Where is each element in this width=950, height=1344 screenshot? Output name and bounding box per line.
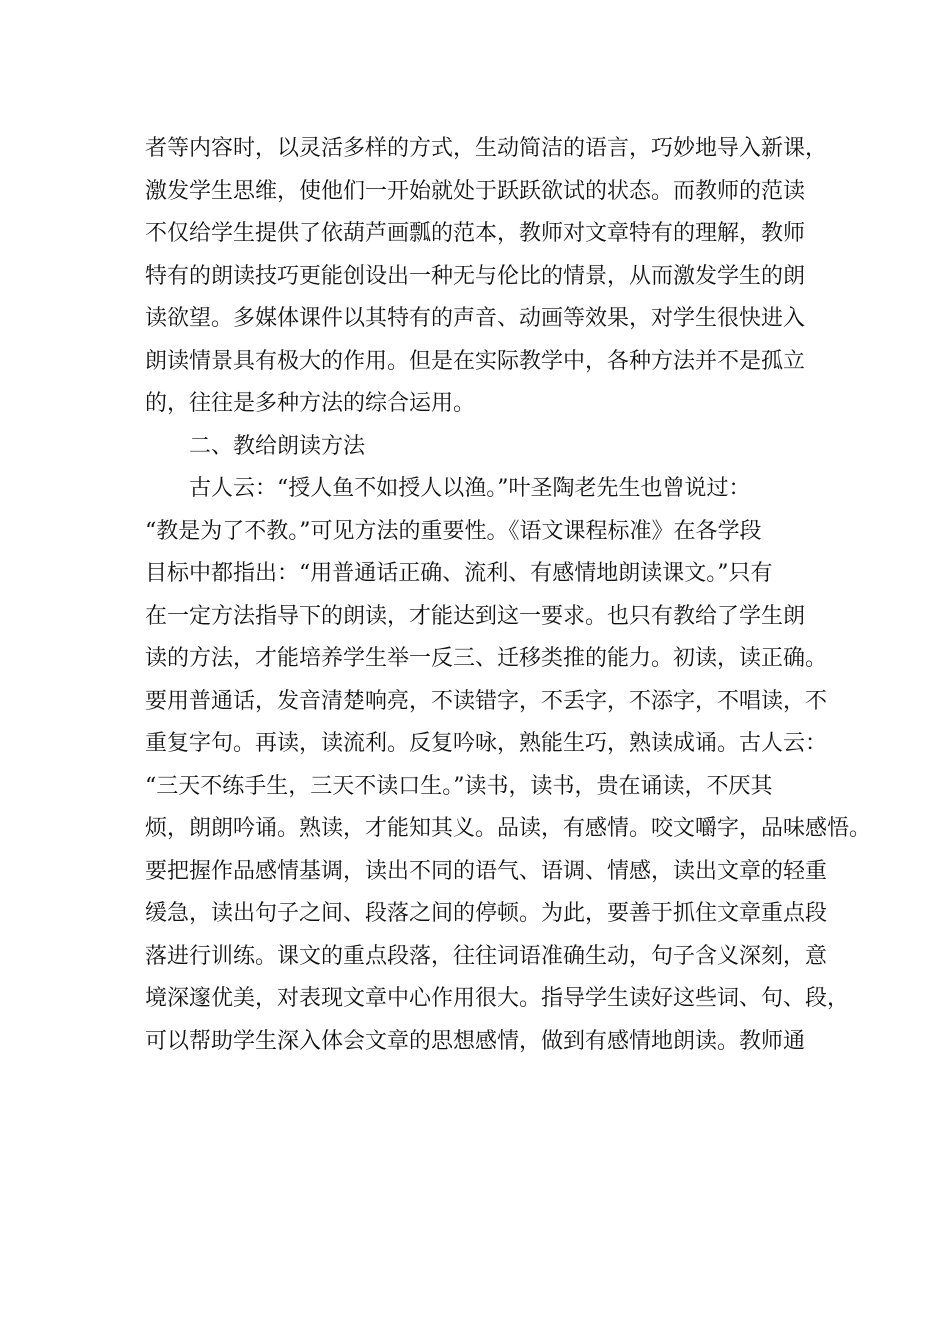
text-line: 要把握作品感情基调，读出不同的语气、语调、情感，读出文章的轻重 bbox=[145, 858, 828, 884]
text-line: 读的方法，才能培养学生举一反三、迁移类推的能力。初读，读正确。 bbox=[145, 646, 828, 671]
text-line: 者等内容时，以灵活多样的方式，生动简洁的语言，巧妙地导入新课， bbox=[145, 136, 828, 161]
text-line: 朗读情景具有极大的作用。但是在实际教学中，各种方法并不是孤立 bbox=[145, 348, 806, 374]
document-body bbox=[145, 128, 872, 1063]
text-line: 在一定方法指导下的朗读，才能达到这一要求。也只有教给了学生朗 bbox=[145, 603, 806, 629]
text-line: “三天不练手生，三天不读口生。”读书，读书，贵在诵读，不厌其 bbox=[145, 773, 773, 799]
text-line: 特有的朗读技巧更能创设出一种无与伦比的情景，从而激发学生的朗 bbox=[145, 263, 806, 289]
text-line: 二、教给朗读方法 bbox=[189, 433, 366, 459]
text-line: 读欲望。多媒体课件以其特有的声音、动画等效果，对学生很快进入 bbox=[145, 306, 806, 331]
text-line: 不仅给学生提供了依葫芦画瓢的范本，教师对文章特有的理解，教师 bbox=[145, 221, 806, 246]
text-line: 缓急，读出句子之间、段落之间的停顿。为此，要善于抓住文章重点段 bbox=[145, 901, 828, 926]
text-line: 烦，朗朗吟诵。熟读，才能知其义。品读，有感情。咬文嚼字，品味感悟。 bbox=[145, 816, 872, 841]
text-line: 可以帮助学生深入体会文章的思想感情，做到有感情地朗读。教师通 bbox=[145, 1028, 806, 1054]
text-line: 重复字句。再读，读流利。反复吟咏，熟能生巧，熟读成诵。古人云： bbox=[145, 731, 828, 756]
text-line: 激发学生思维，使他们一开始就处于跃跃欲试的状态。而教师的范读 bbox=[145, 178, 806, 204]
text-line: 古人云：“授人鱼不如授人以渔。”叶圣陶老先生也曾说过： bbox=[189, 476, 751, 501]
text-line: 落进行训练。课文的重点段落，往往词语准确生动，句子含义深刻，意 bbox=[145, 943, 828, 969]
text-line: 要用普通话，发音清楚响亮，不读错字，不丢字，不添字，不唱读，不 bbox=[145, 688, 828, 714]
text-line: 目标中都指出：“用普通话正确、流利、有感情地朗读课文。”只有 bbox=[145, 561, 773, 586]
text-line: “教是为了不教。”可见方法的重要性。《语文课程标准》在各学段 bbox=[145, 518, 762, 544]
text-line: 的，往往是多种方法的综合运用。 bbox=[145, 391, 476, 416]
text-line: 境深邃优美，对表现文章中心作用很大。指导学生读好这些词、句、段， bbox=[145, 986, 850, 1011]
